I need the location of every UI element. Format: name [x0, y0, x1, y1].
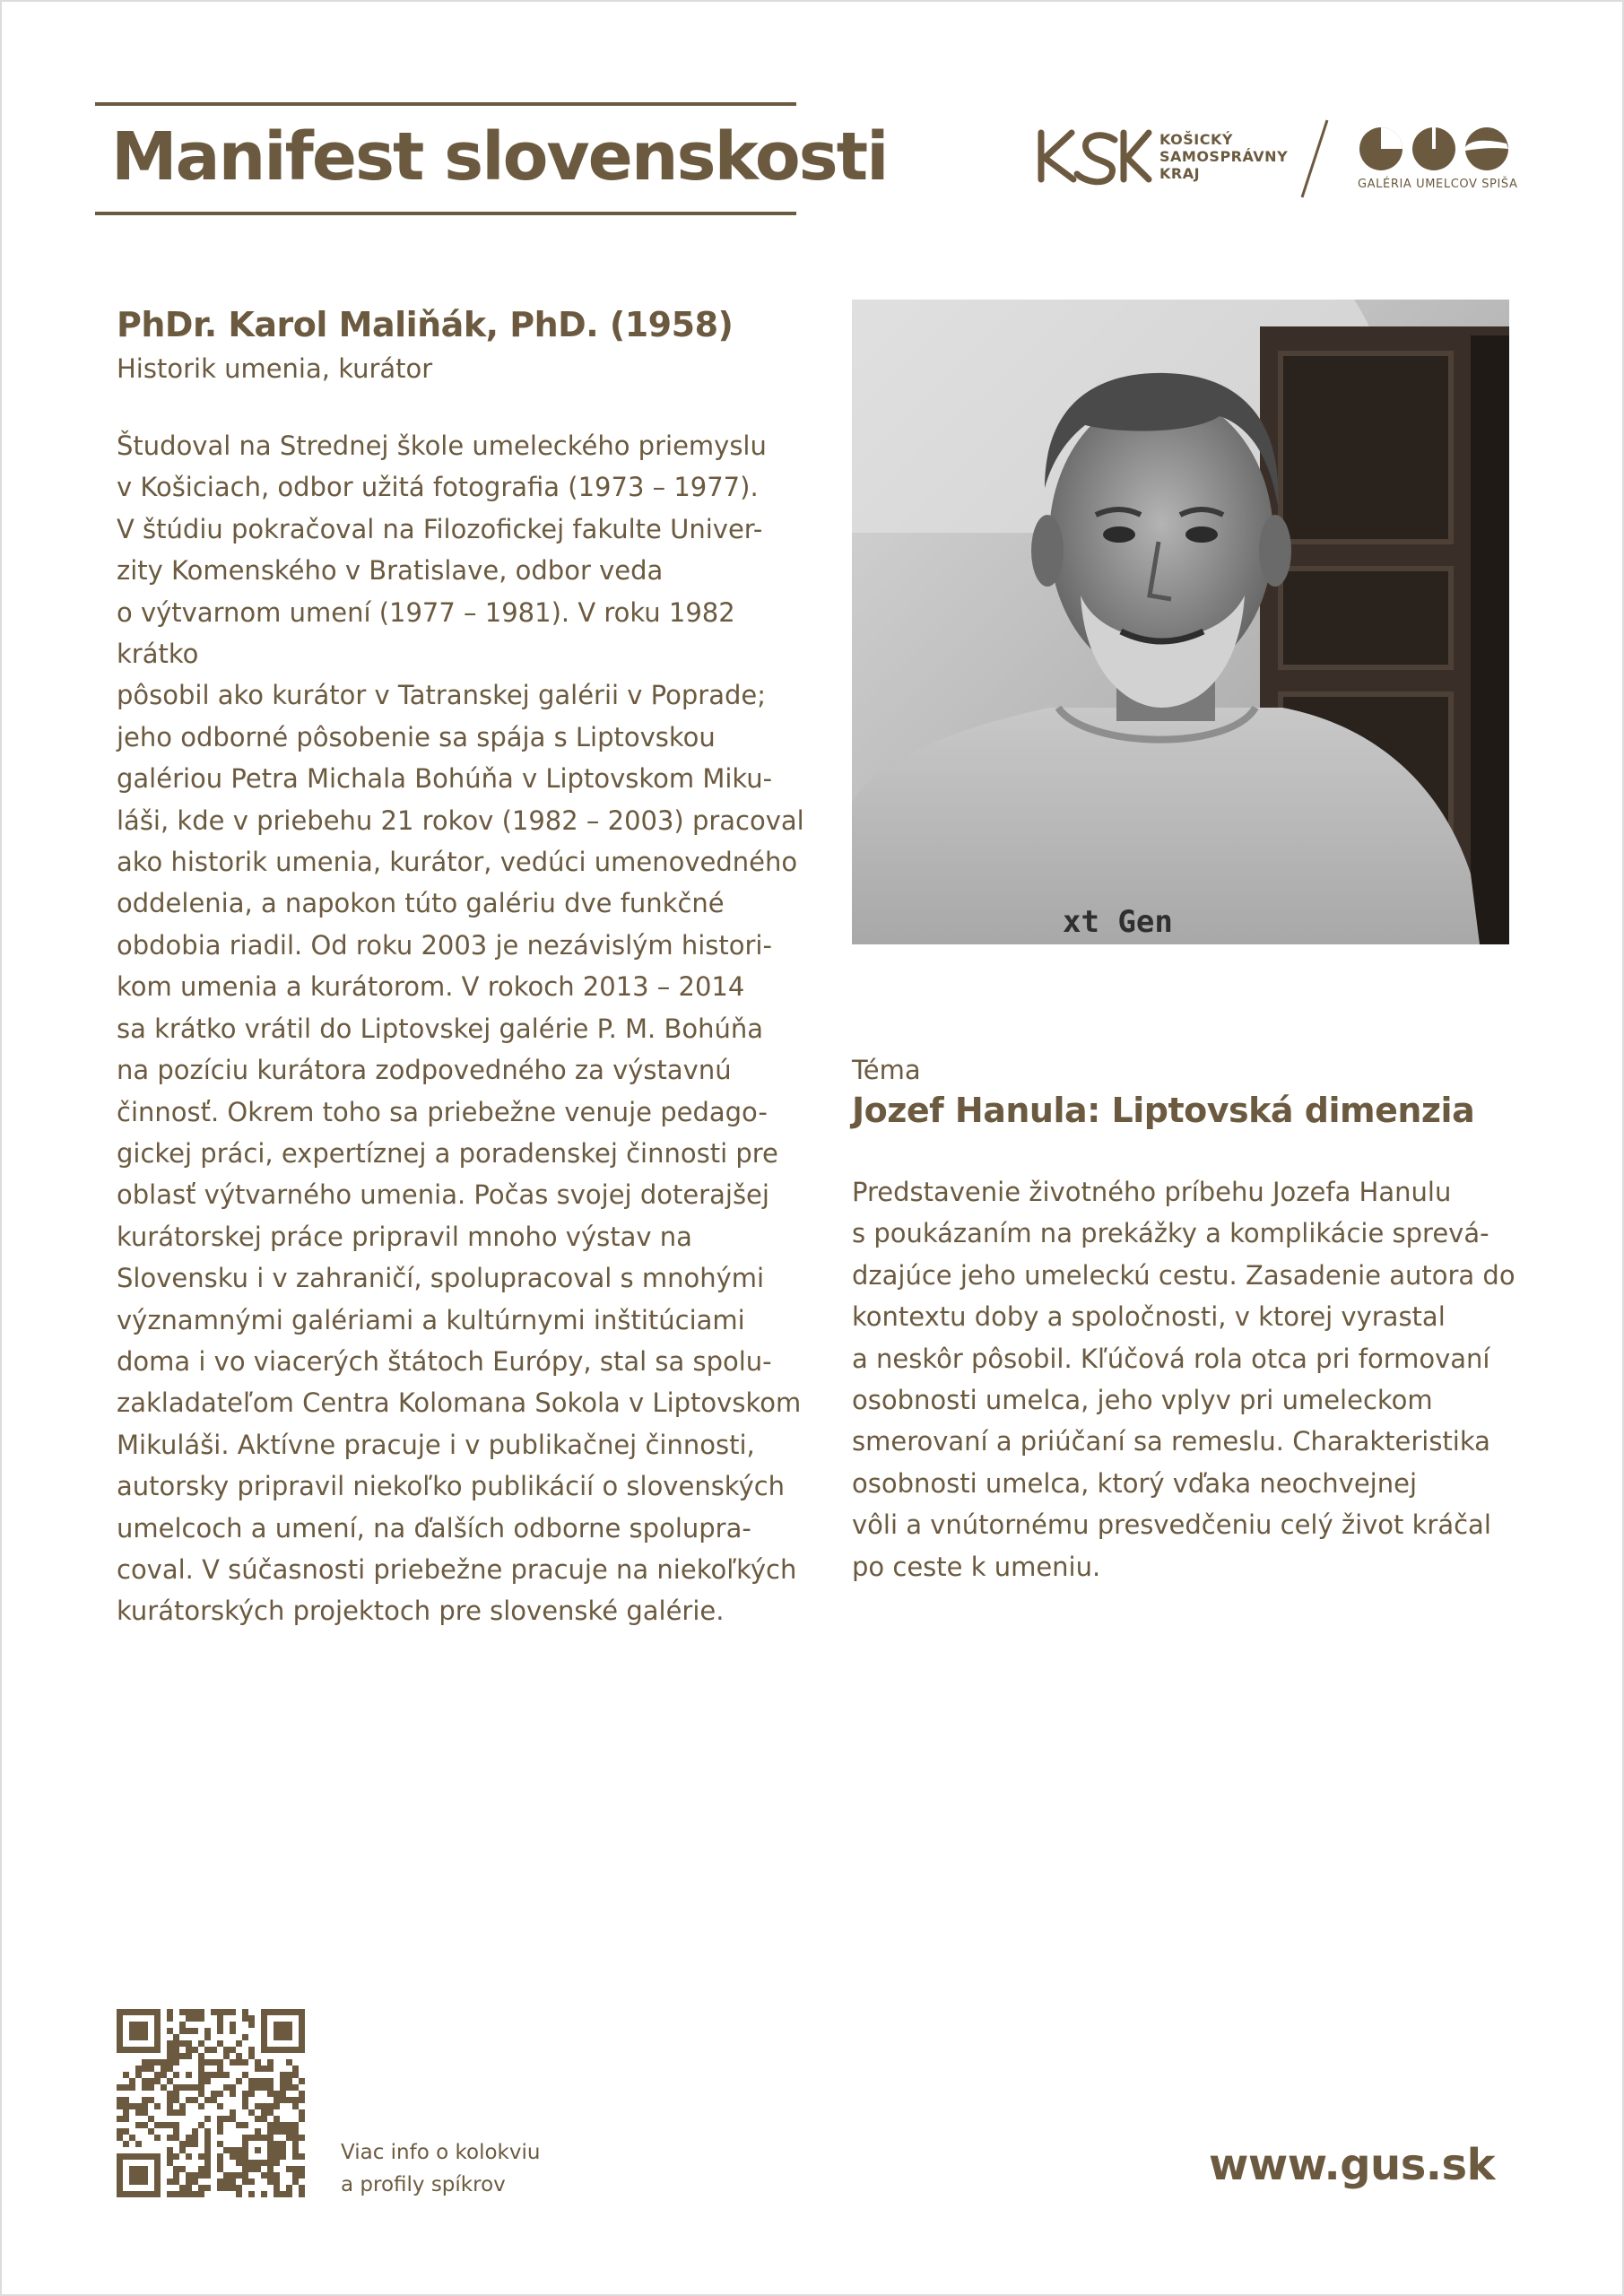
- gus-logo-name: GALÉRIA UMELCOV SPIŠA: [1358, 178, 1518, 191]
- ksk-line-1: KOŠICKÝ: [1159, 131, 1233, 148]
- ksk-logo: [1036, 126, 1289, 188]
- website-link[interactable]: www.gus.sk: [1209, 2140, 1496, 2190]
- topic-title: Jozef Hanula: Liptovská dimenzia: [852, 1091, 1475, 1130]
- qr-code[interactable]: [117, 2009, 305, 2197]
- speaker-photo: [852, 300, 1509, 944]
- speaker-bio: Študoval na Strednej škole umeleckého priemyslu v Košiciach, odbor užitá fotografia (1973 – 1977). V štúdiu pokračoval na Filozofickej fakulte Univer- zity Komenského v Bratislave, odbor veda o výtvarnom umení (1977 – 1981). V roku 1982 krátko pôsobil ako kurátor v Tatranskej galérii v Poprade; jeho odborné pôsobenie sa spája s Liptovskou galériou Petra Michala Bohúňa v Liptovskom Miku- láši, kde v priebehu 21 rokov (1982 – 2003) pracoval ako historik umenia, kurátor, vedúci umenovedného oddelenia, a napokon túto galériu dve funkčné obdobia riadil. Od roku 2003 je nezávislým histori- kom umenia a kurátorom. V rokoch 2013 – 2014 sa krátko vrátil do Liptovskej galérie P. M. Bohúňa na pozíciu kurátora zodpovedného za výstavnú činnosť. Okrem toho sa priebežne venuje pedago- gickej práci, expertíznej a poradenskej činnosti pre oblasť výtvarného umenia. Počas svojej doterajšej kurátorskej práce pripravil mnoho výstav na Slovensku i v zahraničí, spolupracoval s mnohými významnými galériami a kultúrnymi inštitúciami doma i vo viacerých štátoch Európy, stal sa spolu- zakladateľom Centra Kolomana Sokola v Liptovskom Mikuláši. Aktívne pracuje i v publikačnej činnosti, autorsky pripravil niekoľko publikácií o slovenských umelcoch a umení, na ďalších odborne spolupra- coval. V súčasnosti priebežne pracuje na niekoľkých kurátorských projektoch pre slovenské galérie.: [117, 430, 804, 1627]
- ksk-logo-text: [1159, 131, 1289, 182]
- poster-title: Manifest slovenskosti: [111, 118, 888, 196]
- ksk-monogram-icon: [1036, 126, 1152, 188]
- ksk-line-2: SAMOSPRÁVNY: [1159, 148, 1289, 165]
- logo-divider-slash: [1297, 118, 1333, 199]
- shirt-print-text: xt Gen: [1063, 904, 1173, 940]
- title-block: [95, 102, 888, 215]
- topic-description: Predstavenie životného príbehu Jozefa Hanulu s poukázaním na prekážky a komplikácie sprevá- dzajúce jeho umeleckú cestu. Zasadenie autora do kontextu doby a spoločnosti, v ktorej vyrastal a neskôr pôsobil. Kľúčová rola otca pri formovaní osobnosti umelca, jeho vplyv pri umeleckom smerovaní a priúčaní sa remeslu. Charakteristika osobnosti umelca, ktorý vďaka neochvejnej vôli a vnútornému presvedčeniu celý život kráčal po ceste k umeniu.: [852, 1177, 1515, 1582]
- gus-circles-icon: [1356, 124, 1513, 174]
- portrait-illustration: [852, 300, 1509, 944]
- speaker-role: Historik umenia, kurátor: [117, 353, 433, 384]
- gus-logo: [1356, 124, 1518, 196]
- speaker-name: PhDr. Karol Maliňák, PhD. (1958): [117, 305, 734, 344]
- topic-label: Téma: [852, 1055, 921, 1085]
- qr-caption: Viac info o kolokviu a profily spíkrov: [341, 2141, 541, 2196]
- topic-column: [852, 1055, 1515, 1587]
- speaker-column: [117, 305, 804, 1632]
- ksk-line-3: KRAJ: [1159, 165, 1201, 182]
